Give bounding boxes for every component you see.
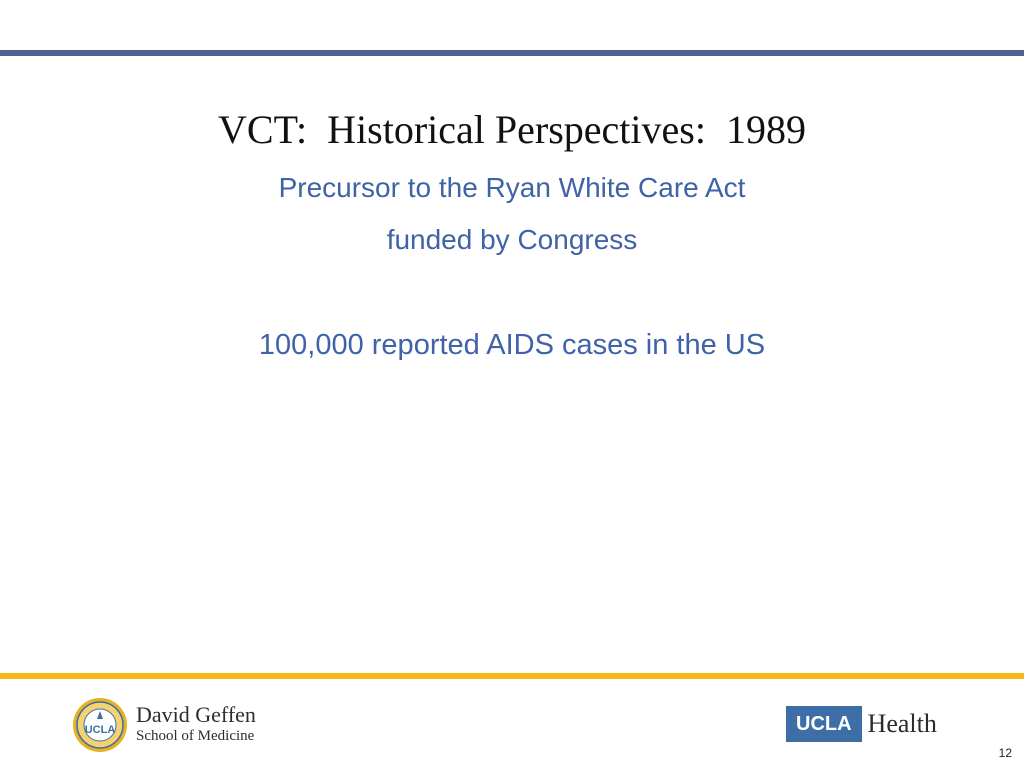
seal-text: UCLA [84, 724, 116, 736]
bottom-divider [0, 673, 1024, 679]
school-name-line-1: David Geffen [136, 702, 256, 727]
page-number: 12 [998, 746, 1012, 760]
top-divider [0, 50, 1024, 56]
body-line-2: funded by Congress [386, 224, 638, 255]
slide-title: VCT: Historical Perspectives: 1989 [218, 107, 806, 152]
ucla-health-word: Health [867, 709, 937, 738]
school-name-line-2: School of Medicine [136, 728, 255, 744]
ucla-health-box: UCLA [786, 706, 862, 742]
body-line-3: 100,000 reported AIDS cases in the US [258, 329, 766, 361]
ucla-health-logo [786, 706, 937, 742]
body-line-1: Precursor to the Ryan White Care Act [278, 172, 746, 203]
school-name [136, 703, 256, 745]
ucla-seal-logo [72, 697, 128, 753]
